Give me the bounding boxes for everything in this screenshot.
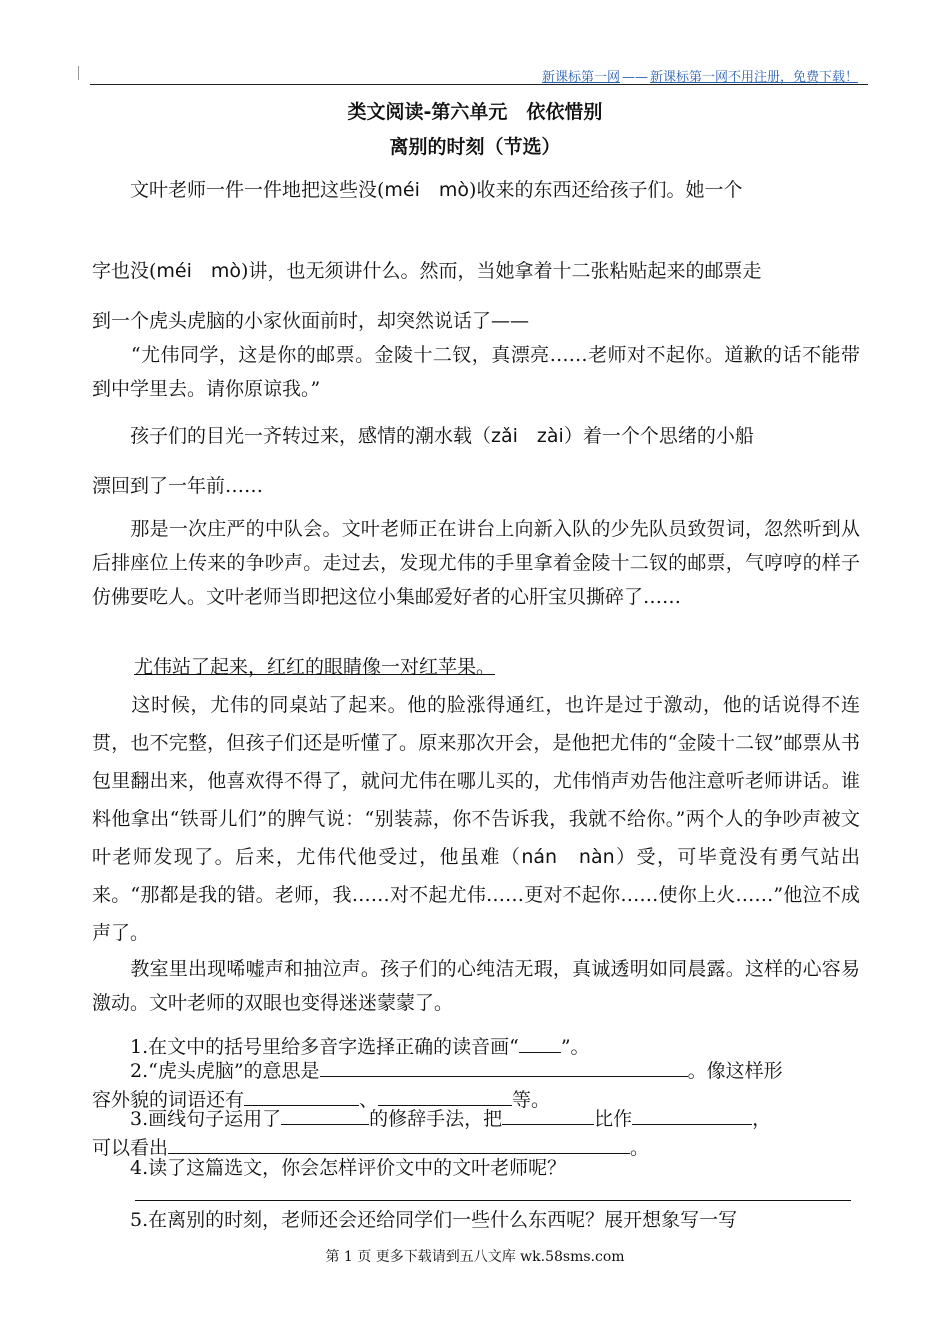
page-header bbox=[542, 66, 858, 85]
question-4: 4.读了这篇选文，你会怎样评价文中的文叶老师呢？ bbox=[92, 1157, 567, 1179]
header-link-site[interactable]: 新课标第一网 bbox=[541, 70, 620, 85]
paragraph-1: 文叶老师一件一件地把这些没(méi mò)收来的东西还给孩子们。她一个 字也没(méi mò)讲，也无须讲什么。然而，当她拿着十二张粘贴起来的邮票走 到一个虎头虎脑的小家伙面前时，却突然说话了—— bbox=[92, 179, 762, 332]
pinyin-options-3: zǎi zài bbox=[491, 425, 564, 447]
answer-blank[interactable] bbox=[378, 1085, 512, 1106]
paragraph-5 bbox=[92, 650, 860, 684]
answer-line[interactable] bbox=[135, 1200, 851, 1201]
paragraph-4: 那是一次庄严的中队会。文叶老师正在讲台上向新入队的少先队员致贺词，忽然听到从后排座位上传来的争吵声。走过去，发现尤伟的手里拿着金陵十二钗的邮票，气哼哼的样子仿佛要吃人。文叶老师当即把这位小集邮爱好者的心肝宝贝撕碎了…… bbox=[92, 518, 860, 608]
article-title: 离别的时刻（节选） bbox=[389, 136, 561, 158]
pinyin-options-4: nán nàn bbox=[521, 846, 615, 868]
page-footer: 第 1 页 更多下载请到五八文库 wk.58sms.com bbox=[325, 1249, 625, 1265]
underlined-sentence: 尤伟站了起来，红红的眼睛像一对红苹果。 bbox=[134, 656, 496, 678]
answer-blank[interactable] bbox=[244, 1085, 359, 1106]
header-link-download[interactable]: 新课标第一网不用注册，免费下载！ bbox=[649, 70, 858, 85]
corner-crop-mark bbox=[78, 66, 87, 80]
question-1: 1.在文中的括号里给多音字选择正确的读音画“ ”。 bbox=[92, 1032, 862, 1061]
answer-blank[interactable] bbox=[502, 1104, 594, 1125]
question-2: 2.“虎头虎脑”的意思是 。像这样形 容外貌的词语还有 、 等。 bbox=[92, 1056, 862, 1114]
pinyin-options-2: méi mò bbox=[156, 260, 242, 282]
answer-blank[interactable] bbox=[519, 1032, 561, 1053]
answer-blank[interactable] bbox=[320, 1056, 688, 1077]
page-title: 类文阅读-第六单元 依依惜别 bbox=[347, 101, 603, 123]
paragraph-7: 教室里出现唏嘘声和抽泣声。孩子们的心纯洁无瑕，真诚透明如同晨露。这样的心容易激动。文叶老师的双眼也变得迷迷蒙蒙了。 bbox=[92, 958, 860, 1014]
question-3: 3.画线句子运用了 的修辞手法，把 比作 ， 可以看出 。 bbox=[92, 1104, 862, 1162]
answer-blank[interactable] bbox=[168, 1133, 630, 1154]
paragraph-2: “尤伟同学，这是你的邮票。金陵十二钗，真漂亮……老师对不起你。道歉的话不能带到中学里去。请你原谅我。” bbox=[92, 344, 860, 400]
answer-blank[interactable] bbox=[281, 1104, 369, 1125]
answer-blank[interactable] bbox=[632, 1104, 752, 1125]
paragraph-6: 这时候，尤伟的同桌站了起来。他的脸涨得通红，也许是过于激动，他的话说得不连贯，也不完整，但孩子们还是听懂了。原来那次开会，是他把尤伟的“金陵十二钗”邮票从书包里翻出来，他喜欢得不得了，就问尤伟在哪儿买的，尤伟悄声劝告他注意听老师讲话。谁料他拿出“铁哥儿们”的脾气说：“别装蒜，你不告诉我，我就不给你。”两个人的争吵声被文叶老师发现了。后来，尤伟代他受过，他虽难（nán nàn）受，可毕竟没有勇气站出来。“那都是我的错。老师，我……对不起尤伟……更对不起你……使你上火……”他泣不成声了。 bbox=[92, 694, 860, 944]
pinyin-options-1: méi mò bbox=[384, 179, 470, 201]
paragraph-3: 孩子们的目光一齐转过来，感情的潮水载（zǎi zài）着一个个思绪的小船 漂回到了一年前…… bbox=[92, 425, 754, 497]
header-rule bbox=[90, 84, 868, 85]
header-separator: —— bbox=[621, 70, 648, 85]
question-5: 5.在离别的时刻，老师还会还给同学们一些什么东西呢？展开想象写一写 bbox=[92, 1209, 738, 1231]
